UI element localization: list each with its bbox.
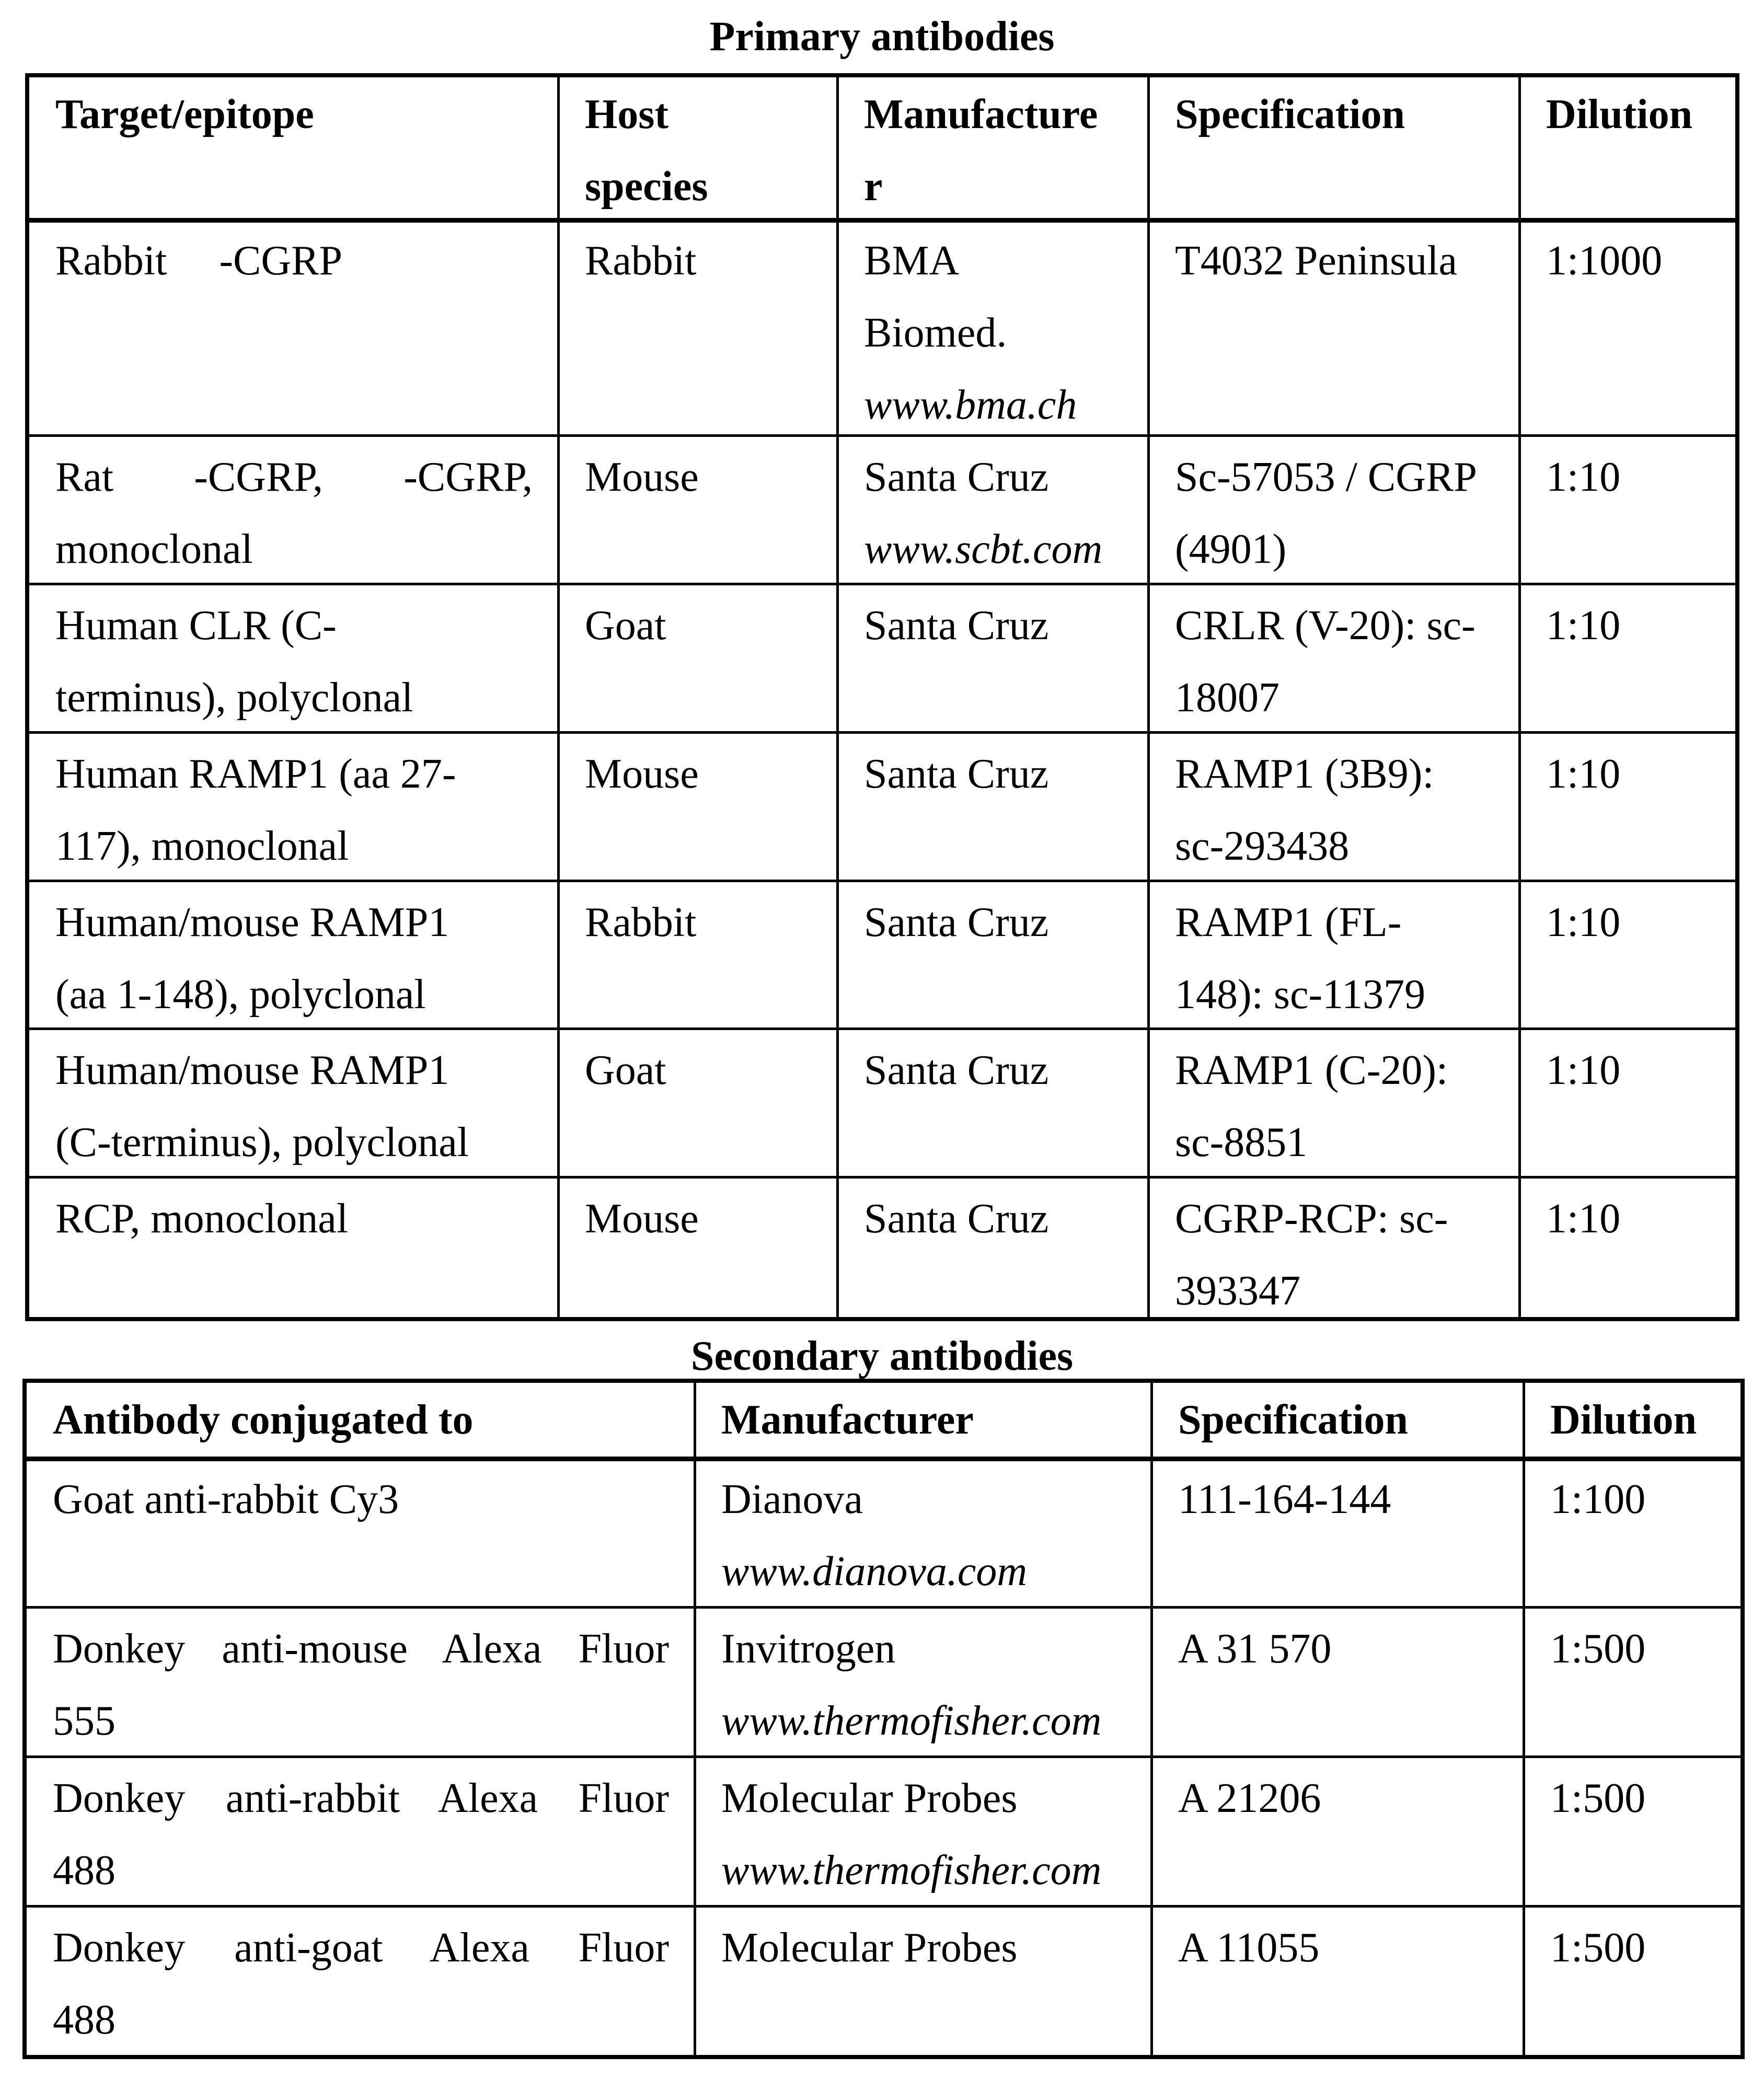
specification: (4901) [1175, 526, 1287, 572]
dilution: 1:10 [1546, 1047, 1621, 1093]
dilution: 1:10 [1546, 603, 1621, 649]
specification: sc-8851 [1175, 1119, 1308, 1165]
target-epitope: Human/mouse RAMP1 [55, 1047, 449, 1093]
target-epitope: (C-terminus), polyclonal [55, 1119, 469, 1165]
specification: RAMP1 (FL- [1175, 899, 1402, 945]
specification: RAMP1 (C-20): [1175, 1047, 1448, 1093]
target-epitope: Rat -CGRP, -CGRP, [55, 454, 533, 500]
secondary-antibodies-title: Secondary antibodies [690, 1333, 1074, 1379]
specification: CRLR (V-20): sc- [1175, 603, 1475, 649]
manufacturer-name: Santa Cruz [864, 603, 1049, 649]
manufacturer-cell [695, 1458, 1152, 1608]
antibody-cell [27, 1458, 695, 1608]
antibody-cell [27, 1907, 695, 2055]
host-species-cell [559, 436, 838, 584]
target-epitope-cell [29, 733, 559, 881]
antibody-cell [27, 1608, 695, 1757]
target-epitope: terminus), polyclonal [55, 675, 413, 721]
antibody-name: Donkey anti-rabbit Alexa Fluor [53, 1775, 669, 1821]
host-species: Rabbit [585, 899, 697, 945]
antibody-name: Donkey anti-mouse Alexa Fluor [53, 1626, 669, 1672]
manufacturer-url: www.scbt.com [864, 526, 1103, 572]
manufacturer-url: www.thermofisher.com [721, 1847, 1102, 1893]
column-header-label: Manufacture [864, 91, 1098, 137]
specification: A 11055 [1178, 1925, 1320, 1971]
dilution: 1:500 [1550, 1775, 1646, 1821]
specification: Sc-57053 / CGRP [1175, 454, 1477, 500]
manufacturer-cell [838, 584, 1149, 733]
column-header [1152, 1383, 1524, 1458]
column-header [1520, 77, 1735, 220]
column-header-label: species [585, 164, 708, 210]
specification: 148): sc-11379 [1175, 972, 1426, 1018]
dilution-cell [1524, 1907, 1740, 2055]
manufacturer-name: Santa Cruz [864, 1047, 1049, 1093]
column-header-label: Host [585, 91, 668, 137]
host-species-cell [559, 1177, 838, 1317]
specification-cell [1149, 1177, 1520, 1317]
manufacturer-name: Santa Cruz [864, 454, 1049, 500]
manufacturer-url: www.dianova.com [721, 1549, 1028, 1595]
target-epitope-cell [29, 1177, 559, 1317]
manufacturer-name: Biomed. [864, 310, 1007, 356]
antibody-name: Goat anti-rabbit Cy3 [53, 1476, 399, 1522]
manufacturer-cell [695, 1907, 1152, 2055]
manufacturer-name: Santa Cruz [864, 1196, 1049, 1242]
specification: T4032 Peninsula [1175, 238, 1457, 284]
host-species: Goat [585, 603, 666, 649]
dilution: 1:1000 [1546, 238, 1663, 284]
specification: A 31 570 [1178, 1626, 1332, 1672]
manufacturer-cell [838, 220, 1149, 436]
dilution: 1:10 [1546, 751, 1621, 797]
column-header [1524, 1383, 1740, 1458]
target-epitope-cell [29, 584, 559, 733]
host-species: Goat [585, 1047, 666, 1093]
manufacturer-cell [838, 436, 1149, 584]
column-header-label: Antibody conjugated to [53, 1397, 474, 1443]
host-species: Mouse [585, 454, 699, 500]
dilution: 1:10 [1546, 1196, 1621, 1242]
specification: 393347 [1175, 1268, 1300, 1314]
secondary-antibodies-table [22, 1379, 1745, 2059]
column-header-label: Manufacturer [721, 1397, 974, 1443]
target-epitope: Human RAMP1 (aa 27- [55, 751, 456, 797]
manufacturer-cell [695, 1757, 1152, 1907]
manufacturer-cell [838, 1029, 1149, 1177]
manufacturer-name: Molecular Probes [721, 1925, 1018, 1971]
host-species-cell [559, 220, 838, 436]
dilution-cell [1520, 733, 1735, 881]
manufacturer-name: Dianova [721, 1476, 863, 1522]
manufacturer-cell [838, 733, 1149, 881]
manufacturer-cell [838, 881, 1149, 1029]
manufacturer-url: www.thermofisher.com [721, 1698, 1102, 1744]
column-header [695, 1383, 1152, 1458]
target-epitope-cell [29, 436, 559, 584]
dilution-cell [1524, 1458, 1740, 1608]
specification: RAMP1 (3B9): [1175, 751, 1434, 797]
antibody-cell [27, 1757, 695, 1907]
dilution-cell [1520, 1029, 1735, 1177]
host-species: Rabbit [585, 238, 697, 284]
specification-cell [1152, 1608, 1524, 1757]
host-species: Mouse [585, 751, 699, 797]
host-species-cell [559, 1029, 838, 1177]
target-epitope: Human/mouse RAMP1 [55, 899, 449, 945]
host-species-cell [559, 881, 838, 1029]
target-epitope: (aa 1-148), polyclonal [55, 972, 426, 1018]
specification-cell [1149, 584, 1520, 733]
target-epitope: monoclonal [55, 526, 253, 572]
specification-cell [1149, 1029, 1520, 1177]
target-epitope: 117), monoclonal [55, 823, 349, 869]
dilution-cell [1520, 584, 1735, 733]
specification-cell [1152, 1757, 1524, 1907]
target-epitope-cell [29, 881, 559, 1029]
dilution: 1:10 [1546, 899, 1621, 945]
specification: sc-293438 [1175, 823, 1350, 869]
target-epitope: Human CLR (C- [55, 603, 337, 649]
dilution-cell [1520, 1177, 1735, 1317]
specification-cell [1152, 1907, 1524, 2055]
primary-antibodies-title: Primary antibodies [709, 14, 1055, 60]
host-species-cell [559, 733, 838, 881]
antibody-name: Donkey anti-goat Alexa Fluor [53, 1925, 669, 1971]
target-epitope: RCP, monoclonal [55, 1196, 349, 1242]
column-header-label: Specification [1178, 1397, 1408, 1443]
dilution: 1:500 [1550, 1925, 1646, 1971]
column-header [1149, 77, 1520, 220]
manufacturer-cell [695, 1608, 1152, 1757]
manufacturer-name: Santa Cruz [864, 899, 1049, 945]
specification-cell [1149, 733, 1520, 881]
dilution: 1:100 [1550, 1476, 1646, 1522]
host-species: Mouse [585, 1196, 699, 1242]
primary-antibodies-table [25, 73, 1739, 1321]
manufacturer-name: Molecular Probes [721, 1775, 1018, 1821]
target-epitope: Rabbit -CGRP [55, 238, 342, 284]
dilution-cell [1524, 1608, 1740, 1757]
specification: 111-164-144 [1178, 1476, 1391, 1522]
dilution-cell [1524, 1757, 1740, 1907]
specification-cell [1149, 881, 1520, 1029]
antibody-name: 555 [53, 1698, 116, 1744]
specification-cell [1149, 220, 1520, 436]
target-epitope-cell [29, 1029, 559, 1177]
antibody-name: 488 [53, 1847, 116, 1893]
manufacturer-cell [838, 1177, 1149, 1317]
target-epitope-cell [29, 220, 559, 436]
dilution-cell [1520, 881, 1735, 1029]
column-header-label: Dilution [1550, 1397, 1697, 1443]
column-header-label: Dilution [1546, 91, 1693, 137]
dilution-cell [1520, 220, 1735, 436]
specification-cell [1149, 436, 1520, 584]
column-header-label: Specification [1175, 91, 1405, 137]
manufacturer-name: BMA [864, 238, 960, 284]
dilution-cell [1520, 436, 1735, 584]
dilution: 1:500 [1550, 1626, 1646, 1672]
column-header-label: r [864, 164, 883, 210]
specification-cell [1152, 1458, 1524, 1608]
antibody-name: 488 [53, 1997, 116, 2043]
specification: CGRP-RCP: sc- [1175, 1196, 1448, 1242]
column-header [29, 77, 559, 220]
column-header [27, 1383, 695, 1458]
column-header [838, 77, 1149, 220]
column-header-label: Target/epitope [55, 91, 314, 137]
manufacturer-name: Invitrogen [721, 1626, 896, 1672]
manufacturer-url: www.bma.ch [864, 382, 1077, 428]
specification: A 21206 [1178, 1775, 1321, 1821]
host-species-cell [559, 584, 838, 733]
manufacturer-name: Santa Cruz [864, 751, 1049, 797]
dilution: 1:10 [1546, 454, 1621, 500]
column-header [559, 77, 838, 220]
specification: 18007 [1175, 675, 1279, 721]
